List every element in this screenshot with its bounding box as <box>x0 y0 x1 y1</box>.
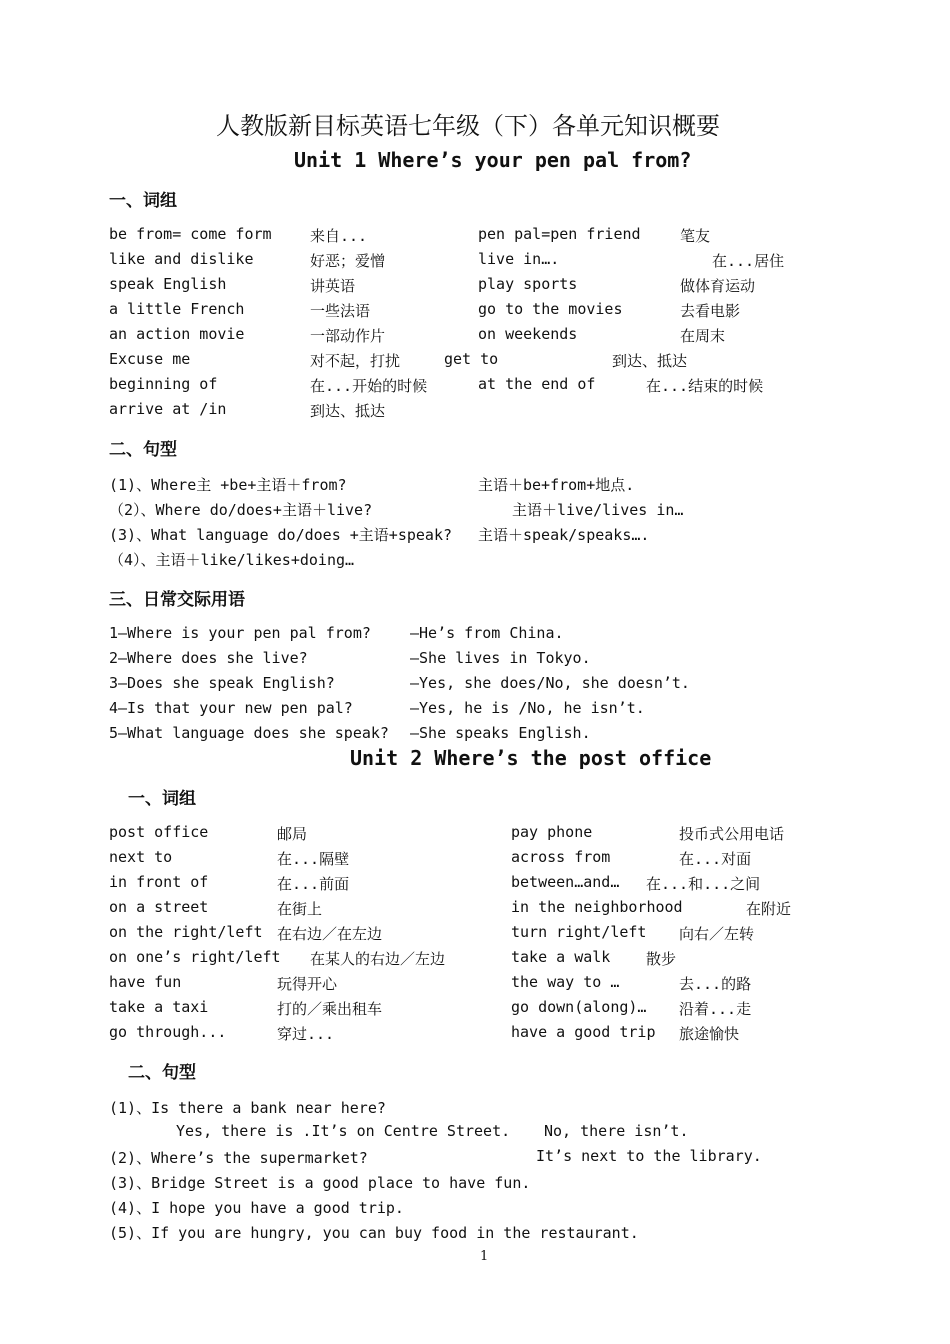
sentence-answer: 主语＋be+from+地点. <box>478 476 635 494</box>
phrase-en: on a street <box>109 898 209 916</box>
phrase-en: at the end of <box>478 375 596 393</box>
phrase-en: speak English <box>109 275 227 293</box>
phrase-en: beginning of <box>109 375 218 393</box>
phrase-zh: 笔友 <box>680 227 711 245</box>
phrase-en: live in…. <box>478 250 560 268</box>
phrase-en: arrive at /in <box>109 400 227 418</box>
phrase-en: be from= come form <box>109 225 272 243</box>
phrase-zh: 在某人的右边／左边 <box>310 950 446 968</box>
phrase-zh: 在...结束的时候 <box>646 377 764 395</box>
phrase-zh: 在...居住 <box>712 252 785 270</box>
unit-1-sentences-heading: 二、句型 <box>109 440 177 460</box>
phrase-en: in front of <box>109 873 209 891</box>
phrase-zh: 邮局 <box>277 825 308 843</box>
dialog-answer: —Yes, he is /No, he isn’t. <box>410 699 645 717</box>
sentence-answer: 主语＋live/lives in… <box>512 501 684 519</box>
phrase-zh: 在...和...之间 <box>646 875 761 893</box>
unit-2-title: Unit 2 Where’s the post office <box>350 746 712 770</box>
dialog-question: 4—Is that your new pen pal? <box>109 699 353 717</box>
phrase-zh: 旅途愉快 <box>679 1025 740 1043</box>
dialog-answer: —Yes, she does/No, she doesn’t. <box>410 674 690 692</box>
phrase-zh: 在...隔壁 <box>277 850 350 868</box>
document-title: 人教版新目标英语七年级（下）各单元知识概要 <box>216 112 720 140</box>
phrase-zh: 投币式公用电话 <box>679 825 785 843</box>
phrase-zh: 在周末 <box>680 327 726 345</box>
phrase-zh: 来自... <box>310 227 368 245</box>
phrase-zh: 在右边／在左边 <box>277 925 383 943</box>
phrase-zh: 穿过... <box>277 1025 335 1043</box>
phrase-zh: 在附近 <box>746 900 792 918</box>
phrase-en: go to the movies <box>478 300 623 318</box>
phrase-zh: 在...开始的时候 <box>310 377 428 395</box>
dialog-answer: —She speaks English. <box>410 724 591 742</box>
phrase-zh: 向右／左转 <box>679 925 755 943</box>
sentence-line: Yes, there is .It’s on Centre Street. <box>176 1122 511 1140</box>
sentence-line: (3)、Bridge Street is a good place to have fun. <box>109 1174 531 1192</box>
phrase-en: have fun <box>109 973 182 991</box>
phrase-en: pen pal=pen friend <box>478 225 641 243</box>
phrase-en: in the neighborhood <box>511 898 683 916</box>
phrase-en: go down(along)… <box>511 998 647 1016</box>
phrase-zh: 到达、抵达 <box>612 352 688 370</box>
phrase-en: pay phone <box>511 823 593 841</box>
sentence-pattern: (1)、Where主 +be+主语＋from? <box>109 476 347 494</box>
phrase-zh: 在...对面 <box>679 850 752 868</box>
phrase-en: Excuse me <box>109 350 191 368</box>
phrase-zh: 对不起，打扰 <box>310 352 401 370</box>
unit-2-phrases-heading: 一、词组 <box>128 789 196 809</box>
phrase-en: turn right/left <box>511 923 647 941</box>
unit-1-dialog-heading: 三、日常交际用语 <box>109 590 245 610</box>
phrase-en: go through... <box>109 1023 227 1041</box>
phrase-zh: 沿着...走 <box>679 1000 752 1018</box>
sentence-line: (5)、If you are hungry, you can buy food in the restaurant. <box>109 1224 639 1242</box>
page-number: 1 <box>480 1249 489 1264</box>
sentence-line: (4)、I hope you have a good trip. <box>109 1199 404 1217</box>
phrase-en: like and dislike <box>109 250 254 268</box>
unit-2-sentences-heading: 二、句型 <box>128 1063 196 1083</box>
dialog-question: 1—Where is your pen pal from? <box>109 624 371 642</box>
phrase-en: an action movie <box>109 325 245 343</box>
sentence-line: (1)、Is there a bank near here? <box>109 1099 386 1117</box>
phrase-zh: 去...的路 <box>679 975 752 993</box>
phrase-zh: 做体育运动 <box>680 277 756 295</box>
phrase-en: next to <box>109 848 173 866</box>
phrase-zh: 到达、抵达 <box>310 402 386 420</box>
phrase-en: across from <box>511 848 611 866</box>
phrase-zh: 在...前面 <box>277 875 350 893</box>
sentence-answer: 主语＋speak/speaks…. <box>478 526 650 544</box>
phrase-zh: 散步 <box>646 950 677 968</box>
phrase-en: have a good trip <box>511 1023 656 1041</box>
dialog-question: 5—What language does she speak? <box>109 724 389 742</box>
phrase-en: the way to … <box>511 973 620 991</box>
phrase-en: between…and… <box>511 873 620 891</box>
sentence-pattern: (3)、What language do/does +主语+speak? <box>109 526 453 544</box>
unit-1-phrases-heading: 一、词组 <box>109 191 177 211</box>
phrase-en: a little French <box>109 300 245 318</box>
unit-1-title: Unit 1 Where’s your pen pal from? <box>294 148 692 172</box>
sentence-pattern: （4）、主语＋like/likes+doing… <box>109 551 355 569</box>
phrase-zh: 去看电影 <box>680 302 741 320</box>
phrase-zh: 一部动作片 <box>310 327 386 345</box>
dialog-question: 2—Where does she live? <box>109 649 308 667</box>
phrase-zh: 讲英语 <box>310 277 356 295</box>
phrase-zh: 在街上 <box>277 900 323 918</box>
sentence-line: No, there isn’t. <box>544 1122 689 1140</box>
phrase-zh: 好恶；爱憎 <box>310 252 386 270</box>
phrase-en: get to <box>444 350 499 368</box>
phrase-en: post office <box>109 823 209 841</box>
sentence-line: It’s next to the library. <box>536 1147 762 1165</box>
dialog-answer: —She lives in Tokyo. <box>410 649 591 667</box>
dialog-question: 3—Does she speak English? <box>109 674 335 692</box>
sentence-line: (2)、Where’s the supermarket? <box>109 1149 368 1167</box>
phrase-en: take a walk <box>511 948 611 966</box>
phrase-zh: 打的／乘出租车 <box>277 1000 383 1018</box>
dialog-answer: —He’s from China. <box>410 624 564 642</box>
phrase-zh: 玩得开心 <box>277 975 338 993</box>
phrase-en: on weekends <box>478 325 578 343</box>
phrase-zh: 一些法语 <box>310 302 371 320</box>
phrase-en: on the right/left <box>109 923 263 941</box>
phrase-en: on one’s right/left <box>109 948 281 966</box>
sentence-pattern: （2）、Where do/does+主语＋live? <box>109 501 373 519</box>
phrase-en: take a taxi <box>109 998 209 1016</box>
phrase-en: play sports <box>478 275 578 293</box>
